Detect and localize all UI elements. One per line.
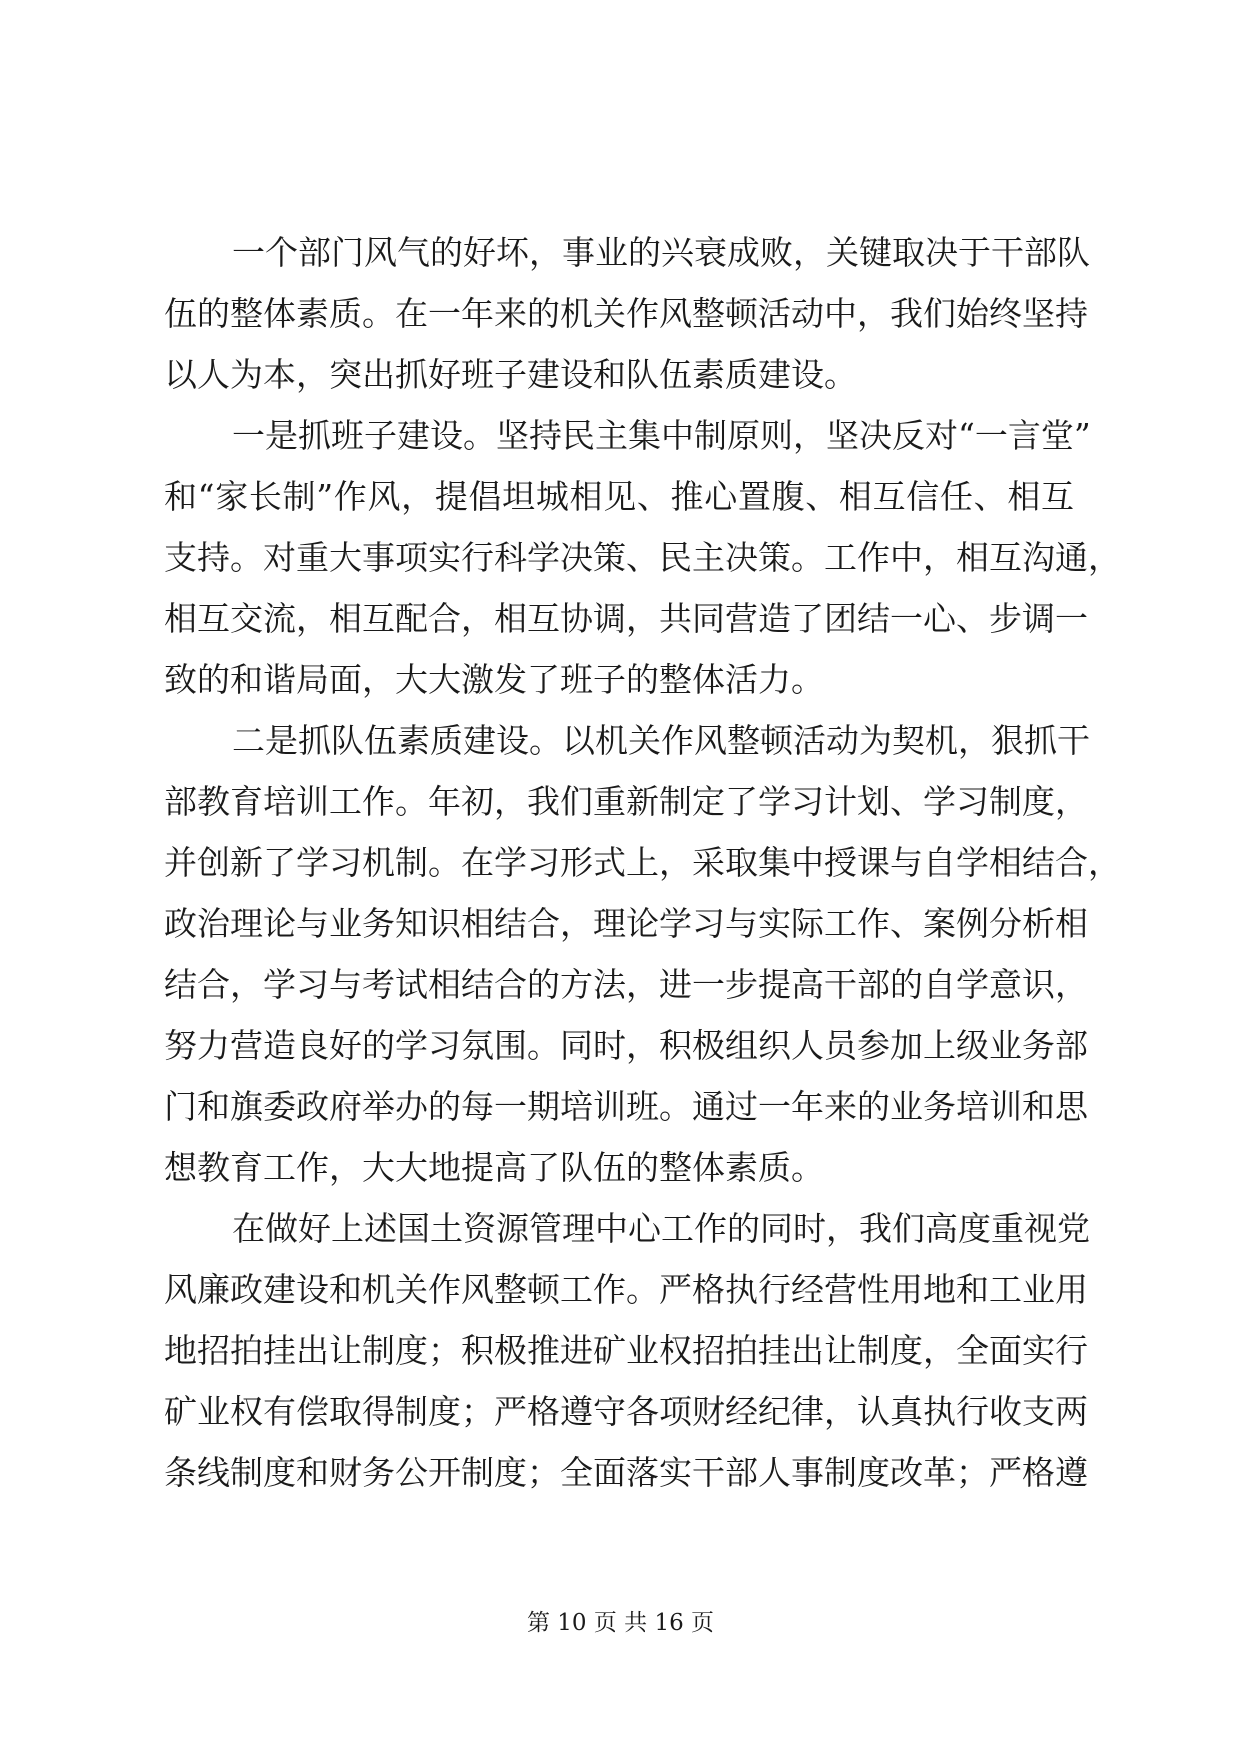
text-line: 相互交流，相互配合，相互协调，共同营造了团结一心、步调一 <box>164 599 1088 638</box>
text-line: 并创新了学习机制。在学习形式上，采取集中授课与自学相结合， <box>164 843 1121 882</box>
text-line: 想教育工作，大大地提高了队伍的整体素质。 <box>164 1148 824 1187</box>
document-body <box>164 222 1121 1503</box>
text-line: 风廉政建设和机关作风整顿工作。严格执行经营性用地和工业用 <box>164 1270 1088 1309</box>
text-line: 条线制度和财务公开制度；全面落实干部人事制度改革；严格遵 <box>164 1453 1088 1492</box>
paragraph-staff-training <box>164 710 1121 1198</box>
paragraph-integrity-work <box>164 1198 1090 1503</box>
text-line: 矿业权有偿取得制度；严格遵守各项财经纪律，认真执行收支两 <box>164 1392 1088 1431</box>
text-line: 部教育培训工作。年初，我们重新制定了学习计划、学习制度， <box>164 782 1088 821</box>
paragraph-team-quality <box>164 222 1090 405</box>
text-line: 一个部门风气的好坏，事业的兴衰成败，关键取决于干部队 <box>232 233 1090 272</box>
text-line: 在做好上述国土资源管理中心工作的同时，我们高度重视党 <box>232 1209 1090 1248</box>
text-line: 地招拍挂出让制度；积极推进矿业权招拍挂出让制度，全面实行 <box>164 1331 1088 1370</box>
text-line: 和“家长制”作风，提倡坦城相见、推心置腹、相互信任、相互 <box>164 477 1074 516</box>
text-line: 二是抓队伍素质建设。以机关作风整顿活动为契机，狠抓干 <box>232 721 1090 760</box>
text-line: 支持。对重大事项实行科学决策、民主决策。工作中，相互沟通， <box>164 538 1121 577</box>
text-line: 门和旗委政府举办的每一期培训班。通过一年来的业务培训和思 <box>164 1087 1088 1126</box>
paragraph-leadership-building <box>164 405 1121 710</box>
text-line: 努力营造良好的学习氛围。同时，积极组织人员参加上级业务部 <box>164 1026 1088 1065</box>
text-line: 致的和谐局面，大大激发了班子的整体活力。 <box>164 660 824 699</box>
text-line: 一是抓班子建设。坚持民主集中制原则，坚决反对“一言堂” <box>232 416 1091 455</box>
text-line: 以人为本，突出抓好班子建设和队伍素质建设。 <box>164 355 857 394</box>
text-line: 伍的整体素质。在一年来的机关作风整顿活动中，我们始终坚持 <box>164 294 1088 333</box>
text-line: 政治理论与业务知识相结合，理论学习与实际工作、案例分析相 <box>164 904 1088 943</box>
text-line: 结合，学习与考试相结合的方法，进一步提高干部的自学意识， <box>164 965 1088 1004</box>
page-number-footer: 第 10 页 共 16 页 <box>526 1610 715 1636</box>
